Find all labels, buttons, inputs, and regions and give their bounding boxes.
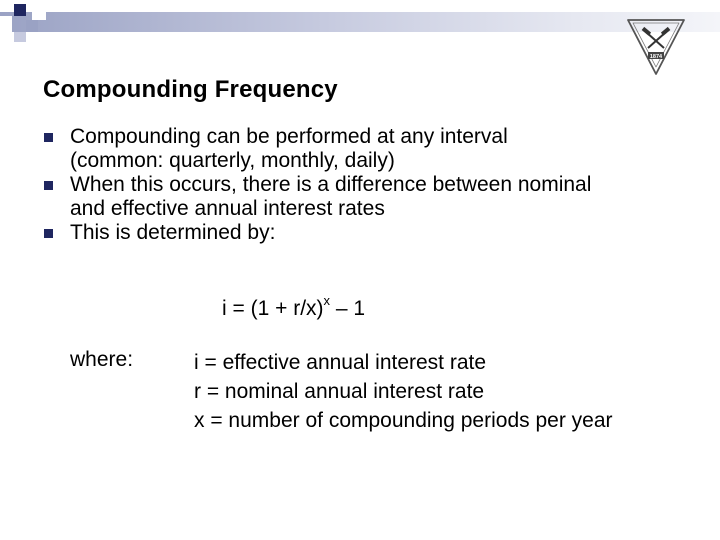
header-decoration [14,4,26,16]
definition-line: r = nominal annual interest rate [194,380,485,403]
formula [222,295,365,321]
bullet-item [44,221,694,245]
square-bullet-icon [44,229,53,238]
header-band [0,12,720,32]
formula-base: i = (1 + r/x) [222,297,324,320]
square-bullet-icon [44,181,53,190]
definition-line: x = number of compounding periods per year [194,409,613,432]
bullet-item [44,125,694,173]
bullet-text: Compounding can be performed at any interval [70,125,508,148]
definitions-list [194,348,613,435]
definition-line: i = effective annual interest rate [194,351,487,374]
header-decoration [14,32,26,42]
header-decoration [32,10,46,20]
bullet-item [44,173,694,221]
square-bullet-icon [44,133,53,142]
seal-year: 1874 [649,54,663,60]
formula-exponent: x [323,293,331,308]
header-decoration [26,20,38,32]
where-label: where: [70,348,134,371]
bullet-text: This is determined by: [70,221,276,244]
bullet-text: and effective annual interest rates [70,197,385,220]
bullet-list [44,125,694,245]
formula-tail: – 1 [330,297,366,320]
slide-title: Compounding Frequency [43,76,338,103]
bullet-text: (common: quarterly, monthly, daily) [70,149,395,172]
school-seal-logo [624,14,688,78]
bullet-text: When this occurs, there is a difference between nominal [70,173,592,196]
header-decoration [0,16,12,32]
